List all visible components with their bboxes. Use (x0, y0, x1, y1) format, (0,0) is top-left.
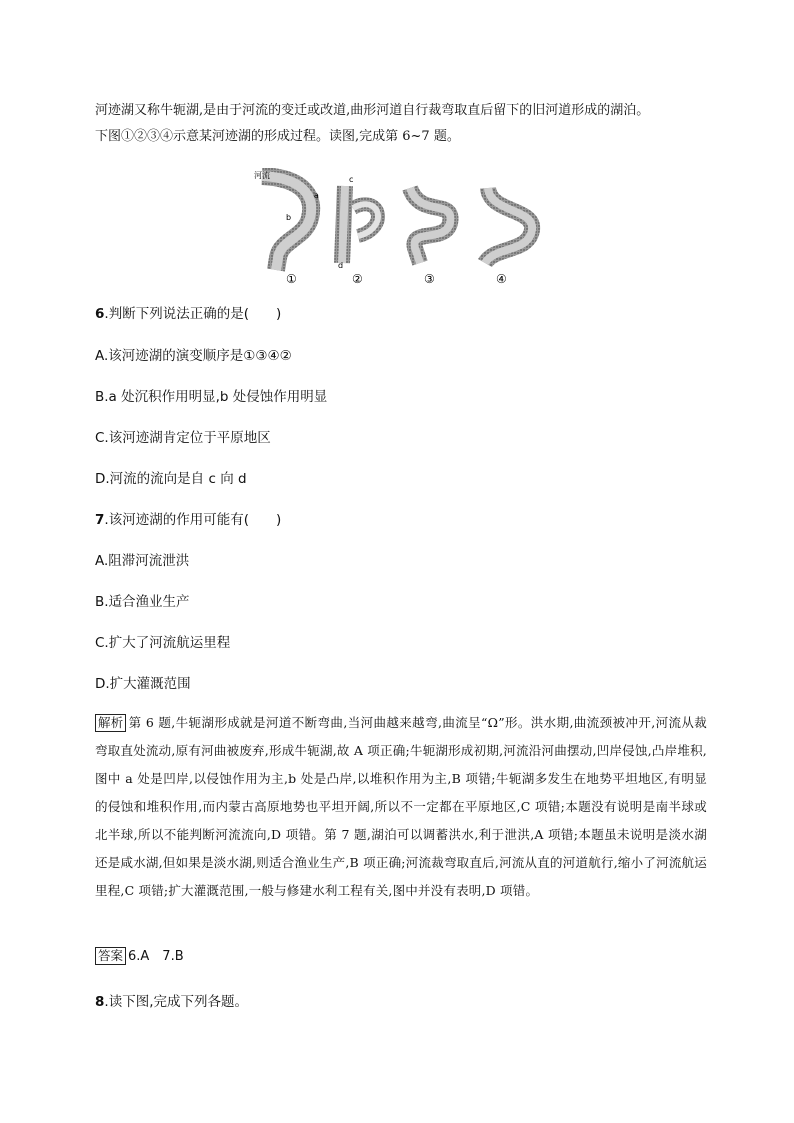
panel-4-river (485, 188, 532, 263)
answer-tag: 答案 (95, 947, 126, 965)
panel-3-river (410, 188, 450, 263)
oxbow-lake-figure (250, 168, 550, 286)
point-label-c: c (349, 175, 354, 184)
intro-line-1: 河迹湖又称牛轭湖,是由于河流的变迁或改道,曲形河道自行裁弯取直后留下的旧河道形成的湖泊。 (95, 103, 650, 118)
intro-paragraph (95, 98, 705, 150)
point-label-a: a (314, 191, 319, 200)
analysis-block (95, 709, 707, 905)
panel-label-1: ① (286, 272, 297, 286)
river-label: 河流 (254, 171, 270, 180)
question-8-stem: 8.读下图,完成下列各题。 (95, 994, 248, 1010)
intro-line-2: 下图①②③④示意某河迹湖的形成过程。读图,完成第 6~7 题。 (95, 129, 460, 144)
question-7-option-c[interactable]: C.扩大了河流航运里程 (95, 635, 231, 651)
analysis-text: 第 6 题,牛轭湖形成就是河道不断弯曲,当河曲越来越弯,曲流呈“Ω”形。洪水期,曲流颈被冲开,河流从裁弯取直处流动,原有河曲被废弃,形成牛轭湖,故 A 项正确;牛轭湖形成初期,河流沿河曲摆动,凹岸侵蚀,凸岸堆积,图中 a 处是凹岸,以侵蚀作用为主,b 处是凸岸,以堆积作用为主,B 项错;牛轭湖多发生在地势平坦地区,有明显的侵蚀和堆积作用,而内蒙古高原地势也平坦开阔,所以不一定都在平原地区,C 项错;本题没有说明是南半球或北半球,所以不能判断河流流向,D 项错。第 7 题,湖泊可以调蓄洪水,利于泄洪,A 项错;本题虽未说明是淡水湖还是咸水湖,但如果是淡水湖,则适合渔业生产,B 项正确;河流裁弯取直后,河流从直的河道航行,缩小了河流航运里程,C 项错;扩大灌溉范围,一般与修建水利工程有关,图中并没有表明,D 项错。 (95, 715, 707, 898)
point-label-d: d (338, 261, 344, 270)
answer-block (95, 945, 184, 965)
question-7-option-d[interactable]: D.扩大灌溉范围 (95, 676, 191, 692)
panel-label-2: ② (352, 272, 363, 286)
panel-2-river (342, 186, 378, 263)
question-6-option-c[interactable]: C.该河迹湖肯定位于平原地区 (95, 430, 271, 446)
question-7-option-b[interactable]: B.适合渔业生产 (95, 594, 190, 610)
question-6-option-a[interactable]: A.该河迹湖的演变顺序是①③④② (95, 348, 292, 364)
question-7-option-a[interactable]: A.阻滞河流泄洪 (95, 553, 190, 569)
panel-1-river (262, 176, 311, 270)
panel-label-3: ③ (424, 272, 435, 286)
question-6-stem: 6.判断下列说法正确的是( ) (95, 306, 282, 322)
analysis-tag: 解析 (95, 714, 126, 732)
panel-label-4: ④ (496, 272, 507, 286)
question-6-option-b[interactable]: B.a 处沉积作用明显,b 处侵蚀作用明显 (95, 389, 328, 405)
answer-text: 6.A 7.B (128, 949, 184, 964)
question-6-option-d[interactable]: D.河流的流向是自 c 向 d (95, 471, 247, 487)
question-7-stem: 7.该河迹湖的作用可能有( ) (95, 512, 282, 528)
point-label-b: b (286, 213, 292, 222)
